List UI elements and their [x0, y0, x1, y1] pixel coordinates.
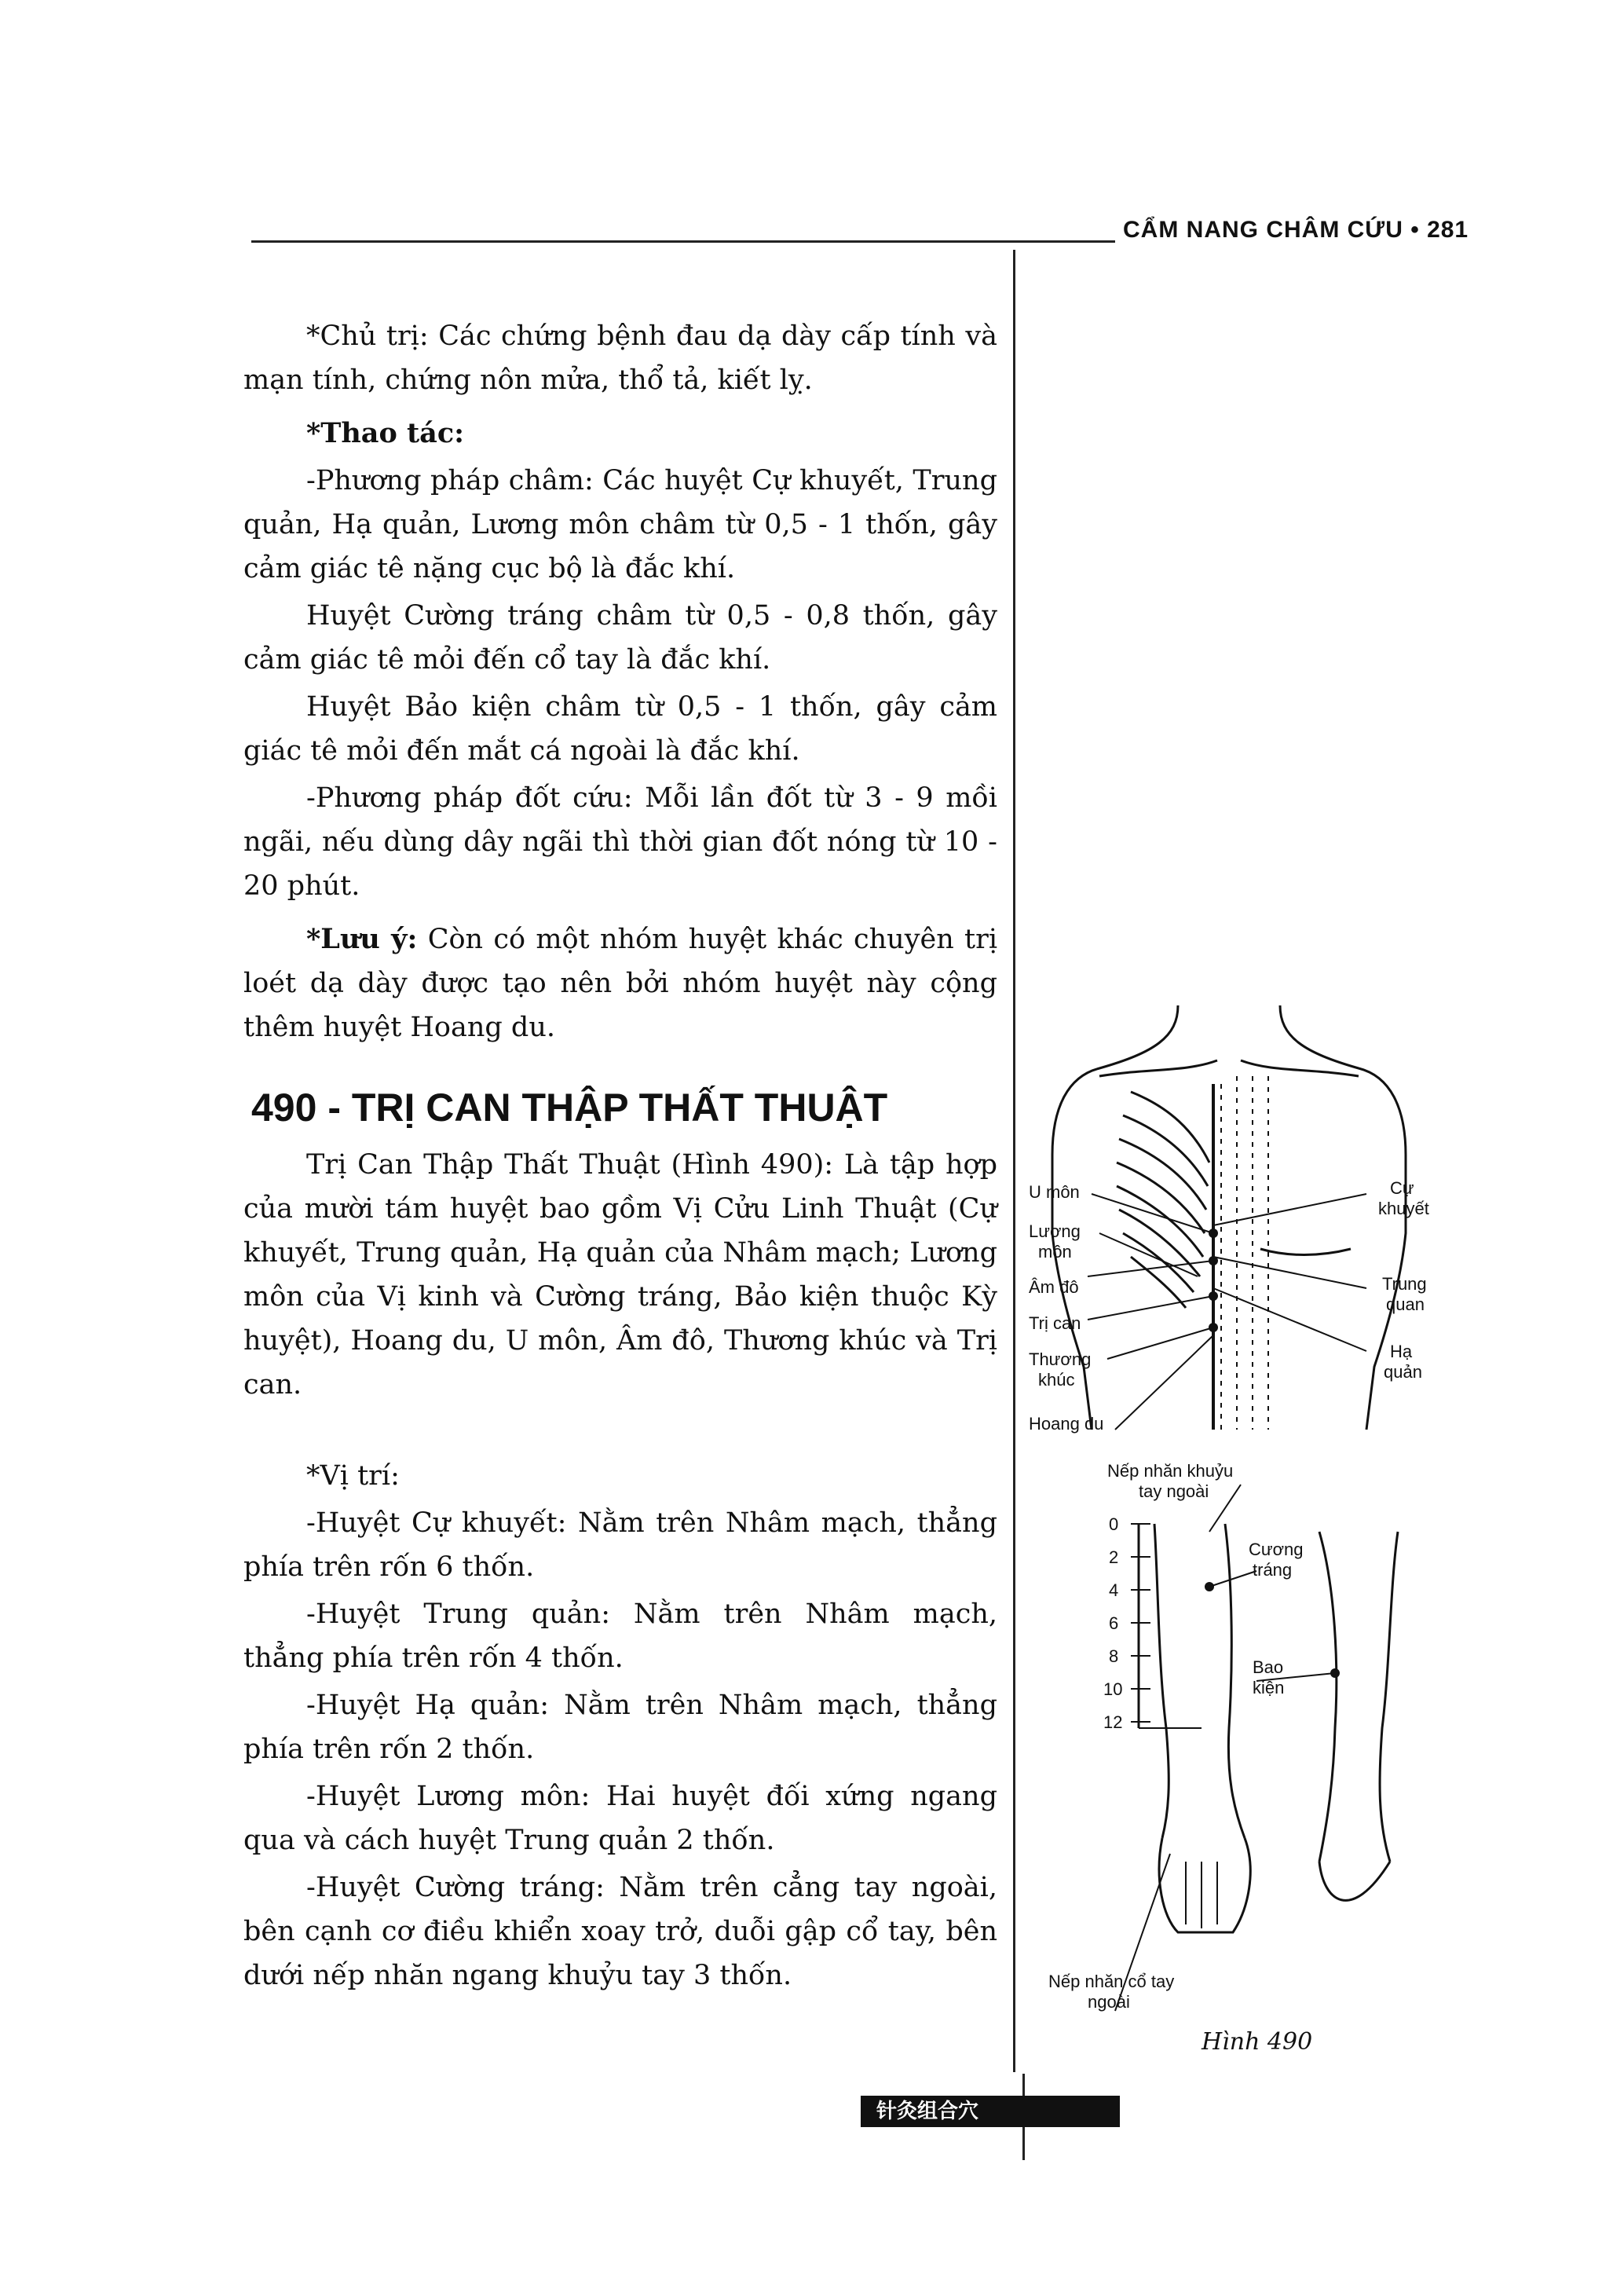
paragraph-cuong-trang: Huyệt Cường tráng châm từ 0,5 - 0,8 thốn, gây cảm giác tê mỏi đến cổ tay là đắc khí.	[243, 600, 997, 676]
indications-text: Các chứng bệnh đau dạ dày cấp tính và mạn tính, chứng nôn mửa, thổ tả, kiết lỵ.	[243, 320, 997, 396]
label-wrist-crease-line2: ngoài	[1088, 1992, 1130, 2012]
page-number: 281	[1427, 217, 1469, 243]
label-hoang-du: Hoang du	[1029, 1414, 1104, 1434]
label-elbow-crease-line1: Nếp nhăn khuỷu	[1107, 1461, 1234, 1481]
label-luong-mon-line2: môn	[1038, 1242, 1072, 1262]
label-luong-mon-line1: Lương	[1029, 1221, 1081, 1241]
point-cu-khuyet	[1209, 1229, 1218, 1238]
paragraph-cuong-trang-location: -Huyệt Cường tráng: Nằm trên cẳng tay ngoài, bên cạnh cơ điều khiển xoay trở, duỗi gập cổ tay, bên dưới nếp nhăn ngang khuỷu tay 3 thốn.	[243, 1872, 997, 1991]
header-bullet: •	[1410, 217, 1420, 243]
label-cu-khuyet-line1: Cự	[1390, 1178, 1414, 1198]
paragraph-bao-kien: Huyệt Bảo kiện châm từ 0,5 - 1 thốn, gây cảm giác tê mỏi đến mắt cá ngoài là đắc khí.	[243, 691, 997, 767]
label-bao-kien-line1: Bao	[1253, 1657, 1284, 1677]
paragraph-luong-mon: -Huyệt Lương môn: Hai huyệt đối xứng ngang qua và cách huyệt Trung quản 2 thốn.	[243, 1781, 997, 1856]
scale-tick-2: 2	[1109, 1547, 1119, 1567]
footer-bar: 针灸组合穴	[861, 2096, 1120, 2127]
section-heading: 490 - TRỊ CAN THẬP THẤT THUẬT	[251, 1086, 888, 1130]
procedure-label: *Thao tác:	[306, 417, 465, 449]
scale-tick-12: 12	[1103, 1712, 1123, 1732]
column-divider	[1013, 250, 1015, 2072]
running-title: CẨM NANG CHÂM CỨU	[1123, 217, 1403, 243]
label-wrist-crease-line1: Nếp nhăn cổ tay	[1048, 1972, 1175, 1991]
paragraph-moxibustion: -Phương pháp đốt cứu: Mỗi lần đốt từ 3 - 9 mồi ngãi, nếu dùng dây ngãi thì thời gian đốt nóng từ 10 - 20 phút.	[243, 782, 997, 902]
acupoint-illustration	[1021, 990, 1461, 2019]
scale-tick-10: 10	[1103, 1679, 1123, 1699]
text-column-lower	[243, 1143, 997, 1998]
running-header	[1123, 217, 1469, 244]
label-am-do: Âm đô	[1029, 1277, 1079, 1297]
scale-tick-0: 0	[1109, 1514, 1119, 1534]
text-column-upper	[243, 314, 997, 1049]
note-label: *Lưu ý:	[306, 923, 418, 955]
point-ha-quan	[1209, 1291, 1218, 1301]
point-bao-kien	[1330, 1668, 1340, 1678]
note-text: Còn có một nhóm huyệt khác chuyên trị loét dạ dày được tạo nên bởi nhóm huyệt này cộng thêm huyệt Hoang du.	[243, 924, 998, 1043]
label-elbow-crease-line2: tay ngoài	[1139, 1481, 1209, 1501]
point-cuong-trang	[1205, 1582, 1214, 1591]
label-thuong-khuc-line2: khúc	[1038, 1370, 1075, 1390]
point-trung-quan	[1209, 1256, 1218, 1265]
label-trung-quan-line2: quan	[1386, 1294, 1425, 1314]
label-thuong-khuc-line1: Thương	[1029, 1349, 1092, 1369]
label-u-mon: U môn	[1029, 1182, 1080, 1202]
label-cu-khuyet-line2: khuyết	[1378, 1199, 1429, 1218]
label-ha-quan-line2: quản	[1384, 1362, 1422, 1382]
label-cuong-trang-line1: Cương	[1249, 1540, 1304, 1559]
paragraph-indications	[243, 314, 997, 402]
header-rule	[251, 240, 1115, 243]
label-trung-quan-line1: Trung	[1382, 1274, 1427, 1294]
paragraph-intro: Trị Can Thập Thất Thuật (Hình 490): Là tập hợp của mười tám huyệt bao gồm Vị Cửu Linh Thuật (Cự khuyết, Trung quản, Hạ quản của Nhâm mạch; Lương môn của Vị kinh và Cường tráng, Bảo kiện thuộc Kỳ huyệt), Hoang du, U môn, Âm đô, Thương khúc và Trị can.	[243, 1149, 997, 1401]
paragraph-note	[243, 917, 997, 1049]
label-tri-can: Trị can	[1029, 1313, 1081, 1333]
location-label: *Vị trí:	[306, 1460, 400, 1492]
paragraph-trung-quan: -Huyệt Trung quản: Nằm trên Nhâm mạch, thẳng phía trên rốn 4 thốn.	[243, 1598, 997, 1674]
label-ha-quan-line1: Hạ	[1390, 1342, 1413, 1361]
scale-tick-8: 8	[1109, 1646, 1119, 1666]
label-cuong-trang-line2: tráng	[1253, 1560, 1293, 1580]
figure-490	[1021, 990, 1461, 2019]
indications-label: *Chủ trị:	[306, 320, 429, 352]
scale-tick-4: 4	[1109, 1580, 1119, 1600]
paragraph-ha-quan: -Huyệt Hạ quản: Nằm trên Nhâm mạch, thẳng phía trên rốn 2 thốn.	[243, 1690, 997, 1765]
scale-tick-6: 6	[1109, 1613, 1119, 1633]
point-hoang-du	[1209, 1323, 1218, 1332]
figure-caption: Hình 490	[1202, 2028, 1313, 2056]
paragraph-cu-khuyet: -Huyệt Cự khuyết: Nằm trên Nhâm mạch, thẳng phía trên rốn 6 thốn.	[243, 1507, 997, 1583]
label-bao-kien-line2: kiện	[1253, 1678, 1285, 1697]
paragraph-needling: -Phương pháp châm: Các huyệt Cự khuyết, Trung quản, Hạ quản, Lương môn châm từ 0,5 - 1 thốn, gây cảm giác tê nặng cục bộ là đắc khí.	[243, 465, 997, 584]
